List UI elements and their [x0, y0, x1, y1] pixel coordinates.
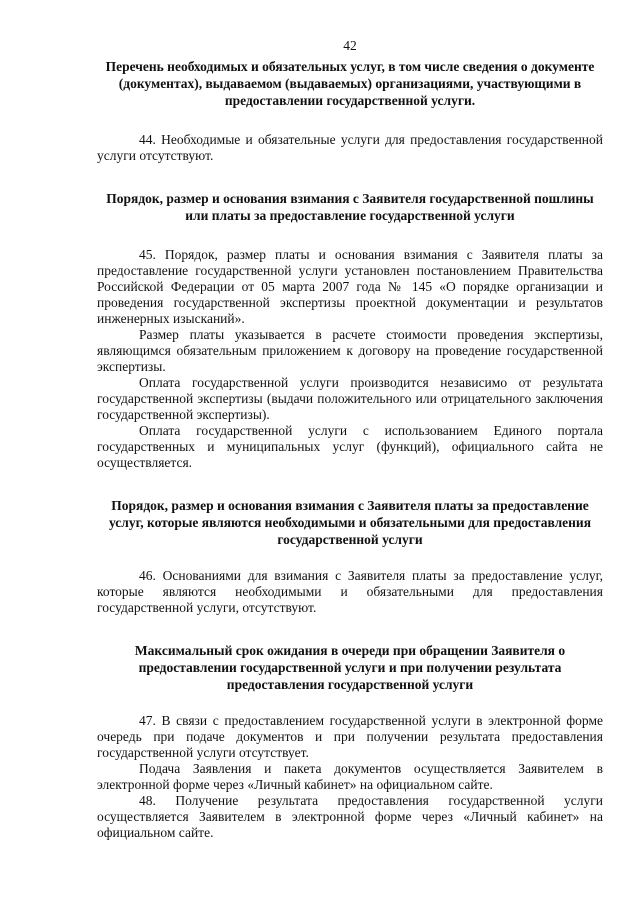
paragraph-payment-independent: Оплата государственной услуги производится независимо от результата государственной экспертизы (выдачи положительного или отрицательного заключения государственной экспертизы). [97, 375, 603, 422]
paragraph-47: 47. В связи с предоставлением государственной услуги в электронной форме очередь при подаче документов и при получении результата предоставления государственной услуги отсутствует. [97, 713, 603, 760]
document-page [97, 38, 603, 841]
section-heading-required-services-fee: Порядок, размер и основания взимания с Заявителя платы за предоставление услуг, которые являются необходимыми и обязательными для предоставления государственной услуги [108, 498, 592, 547]
paragraph-fee-amount: Размер платы указывается в расчете стоимости проведения экспертизы, являющимся обязательным приложением к договору на проведение государственной экспертизы. [97, 327, 603, 374]
paragraph-44: 44. Необходимые и обязательные услуги для предоставления государственной услуги отсутствуют. [97, 132, 603, 163]
section-heading-queue-time: Максимальный срок ожидания в очереди при обращении Заявителя о предоставлении государственной услуги и при получении результата предоставления государственной услуги [134, 643, 566, 692]
paragraph-45: 45. Порядок, размер платы и основания взимания с Заявителя платы за предоставление государственной услуги установлен постановлением Правительства Российской Федерации от 05 марта 2007 года № 145 «О порядке организации и проведения государственной экспертизы проектной документации и результатов инженерных изысканий». [97, 247, 603, 326]
page-number: 42 [343, 38, 357, 53]
paragraph-48: 48. Получение результата предоставления государственной услуги осуществляется Заявителем в электронной форме через «Личный кабинет» на официальном сайте. [97, 793, 603, 840]
paragraph-payment-portal: Оплата государственной услуги с использованием Единого портала государственных и муниципальных услуг (функций), официального сайта не осуществляется. [97, 423, 603, 470]
paragraph-46: 46. Основаниями для взимания с Заявителя платы за предоставление услуг, которые являются необходимыми и обязательными для предоставления государственной услуги, отсутствуют. [97, 568, 603, 615]
section-heading-services-list: Перечень необходимых и обязательных услуг, в том числе сведения о документе (документах), выдаваемом (выдаваемых) организациями, участвующими в предоставлении государственной услуги. [105, 59, 595, 108]
section-heading-state-fee: Порядок, размер и основания взимания с Заявителя государственной пошлины или платы за предоставление государственной услуги [106, 191, 594, 223]
paragraph-submission: Подача Заявления и пакета документов осуществляется Заявителем в электронной форме через «Личный кабинет» на официальном сайте. [97, 761, 603, 792]
